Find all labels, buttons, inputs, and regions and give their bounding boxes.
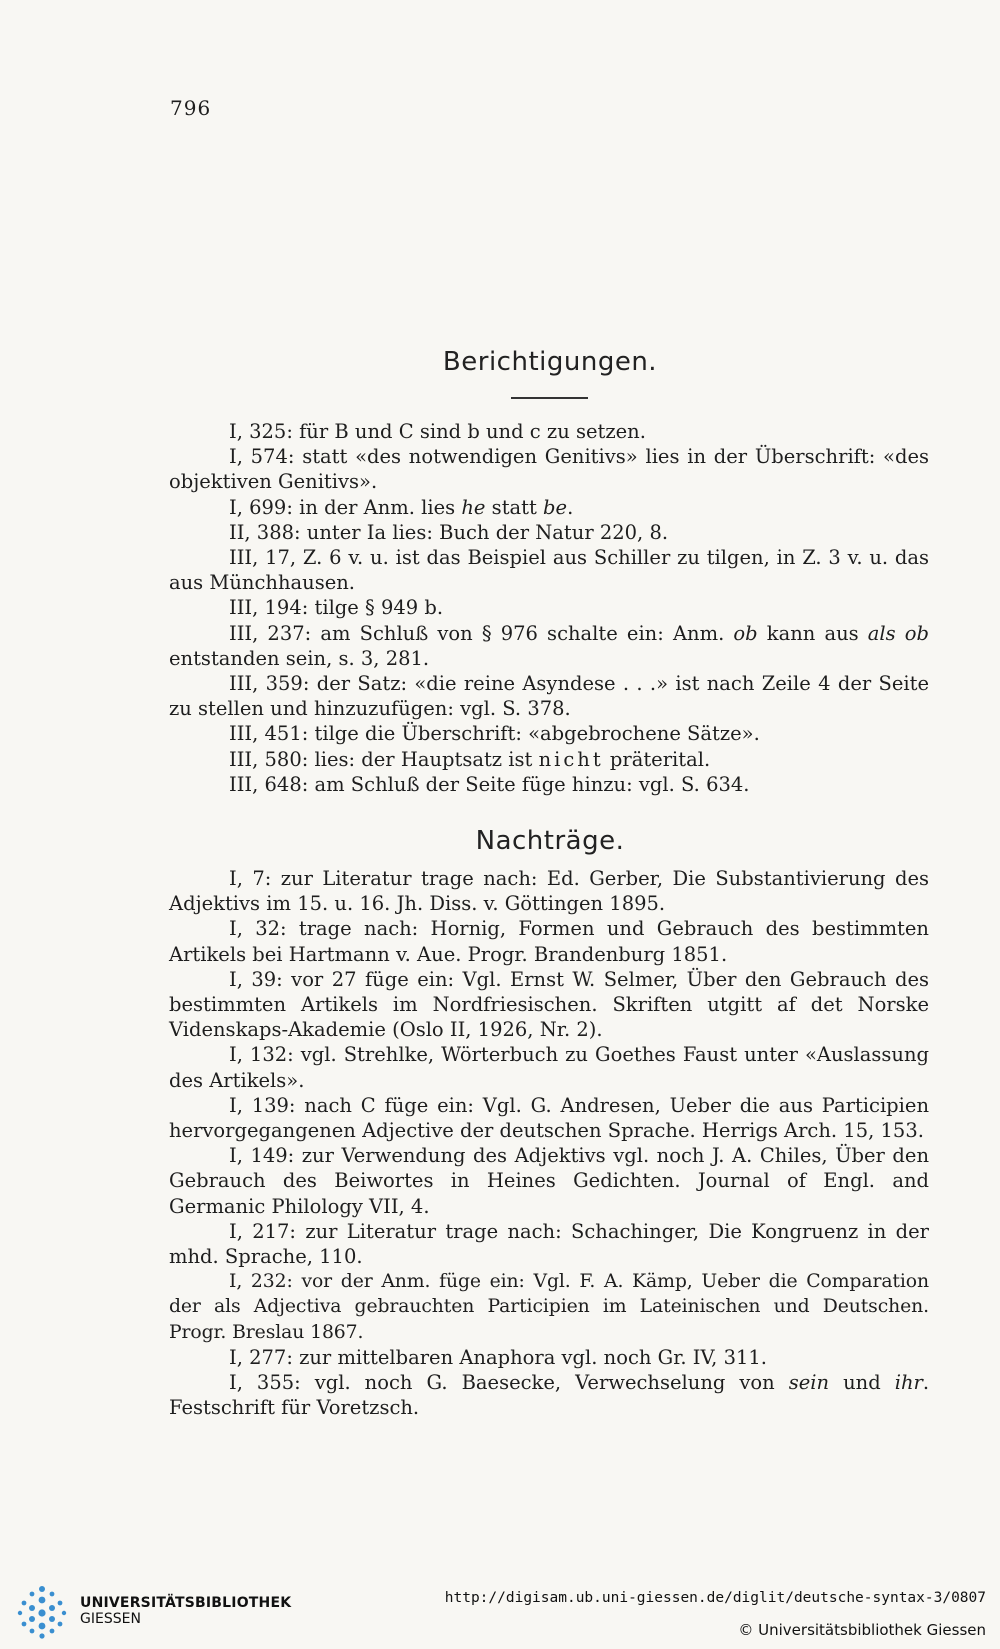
- page-number: 796: [170, 96, 212, 120]
- berichtigungen-heading: Berichtigungen.: [442, 347, 658, 377]
- library-name: UNIVERSITÄTSBIBLIOTHEK: [80, 1595, 292, 1611]
- dot-grid-icon: [14, 1583, 70, 1639]
- addendum-entry: I, 232: vor der Anm. füge ein: Vgl. F. A. Kämp, Ueber die Comparation der als Adjectiva gebrauchten Participien im Lateinischen und Deutschen. Progr. Breslau 1867.: [169, 1271, 929, 1343]
- correction-entry: II, 388: unter Ia lies: Buch der Natur 220, 8.: [229, 520, 669, 544]
- addendum-entry: I, 217: zur Literatur trage nach: Schachinger, Die Kongruenz in der mhd. Sprache, 110.: [169, 1219, 930, 1269]
- nachtraege-heading: Nachträge.: [475, 826, 625, 856]
- source-url-link[interactable]: http://digisam.ub.uni-giessen.de/diglit/deutsche-syntax-3/0807: [444, 1590, 986, 1606]
- addendum-entry: I, 132: vgl. Strehlke, Wörterbuch zu Goethes Faust unter «Auslassung des Artikels».: [169, 1043, 929, 1092]
- correction-entry: I, 574: statt «des notwendigen Genitivs» lies in der Überschrift: «des objektiven Genitivs».: [169, 445, 930, 494]
- addendum-entry: I, 32: trage nach: Hornig, Formen und Gebrauch des bestimmten Artikels bei Hartmann v. Aue. Progr. Brandenburg 1851.: [169, 917, 929, 966]
- library-logo[interactable]: [14, 1583, 291, 1639]
- correction-entry: III, 359: der Satz: «die reine Asyndese . . .» ist nach Zeile 4 der Seite zu stellen und hinzuzufügen: vgl. S. 378.: [169, 672, 929, 721]
- correction-entry: III, 17, Z. 6 v. u. ist das Beispiel aus Schiller zu tilgen, in Z. 3 v. u. das aus Münchhausen.: [169, 546, 930, 595]
- library-city: GIESSEN: [80, 1611, 141, 1627]
- correction-entry: III, 237: am Schluß von § 976 schalte ein: Anm. ob kann aus als ob entstanden sein, s. 3, 281.: [169, 621, 930, 670]
- addendum-entry: I, 39: vor 27 füge ein: Vgl. Ernst W. Selmer, Über den Gebrauch des bestimmten Artikels im Nordfriesischen. Skriften utgitt af det Norske Videnskaps-Akademie (Oslo II, 1926, Nr. 2).: [169, 967, 929, 1042]
- copyright-notice: © Universitätsbibliothek Giessen: [738, 1621, 986, 1639]
- correction-entry: III, 648: am Schluß der Seite füge hinzu: vgl. S. 634.: [229, 772, 750, 796]
- addendum-entry: I, 355: vgl. noch G. Baesecke, Verwechselung von sein und ihr. Festschrift für Voretzsch.: [169, 1371, 930, 1420]
- addendum-entry: I, 277: zur mittelbaren Anaphora vgl. noch Gr. IV, 311.: [229, 1345, 767, 1369]
- berichtigungen-list: [169, 419, 929, 797]
- correction-entry: III, 194: tilge § 949 b.: [229, 596, 444, 620]
- heading-rule: [511, 397, 588, 399]
- correction-entry: III, 451: tilge die Überschrift: «abgebrochene Sätze».: [229, 722, 760, 746]
- correction-entry: I, 699: in der Anm. lies he statt be.: [229, 495, 574, 519]
- addendum-entry: I, 7: zur Literatur trage nach: Ed. Gerber, Die Substantivierung des Adjektivs im 15. u. 16. Jh. Diss. v. Göttingen 1895.: [169, 867, 929, 916]
- addendum-entry: I, 139: nach C füge ein: Vgl. G. Andresen, Ueber die aus Participien hervorgegangenen Adjective der deutschen Sprache. Herrigs Arch. 15, 153.: [169, 1093, 929, 1143]
- addendum-entry: I, 149: zur Verwendung des Adjektivs vgl. noch J. A. Chiles, Über den Gebrauch des Beiwortes in Heines Gedichten. Journal of Engl. and Germanic Philology VII, 4.: [169, 1144, 929, 1218]
- correction-entry: III, 580: lies: der Hauptsatz ist nicht präterital.: [229, 747, 711, 771]
- correction-entry: I, 325: für B und C sind b und c zu setzen.: [229, 420, 646, 443]
- nachtraege-list: [169, 866, 929, 1420]
